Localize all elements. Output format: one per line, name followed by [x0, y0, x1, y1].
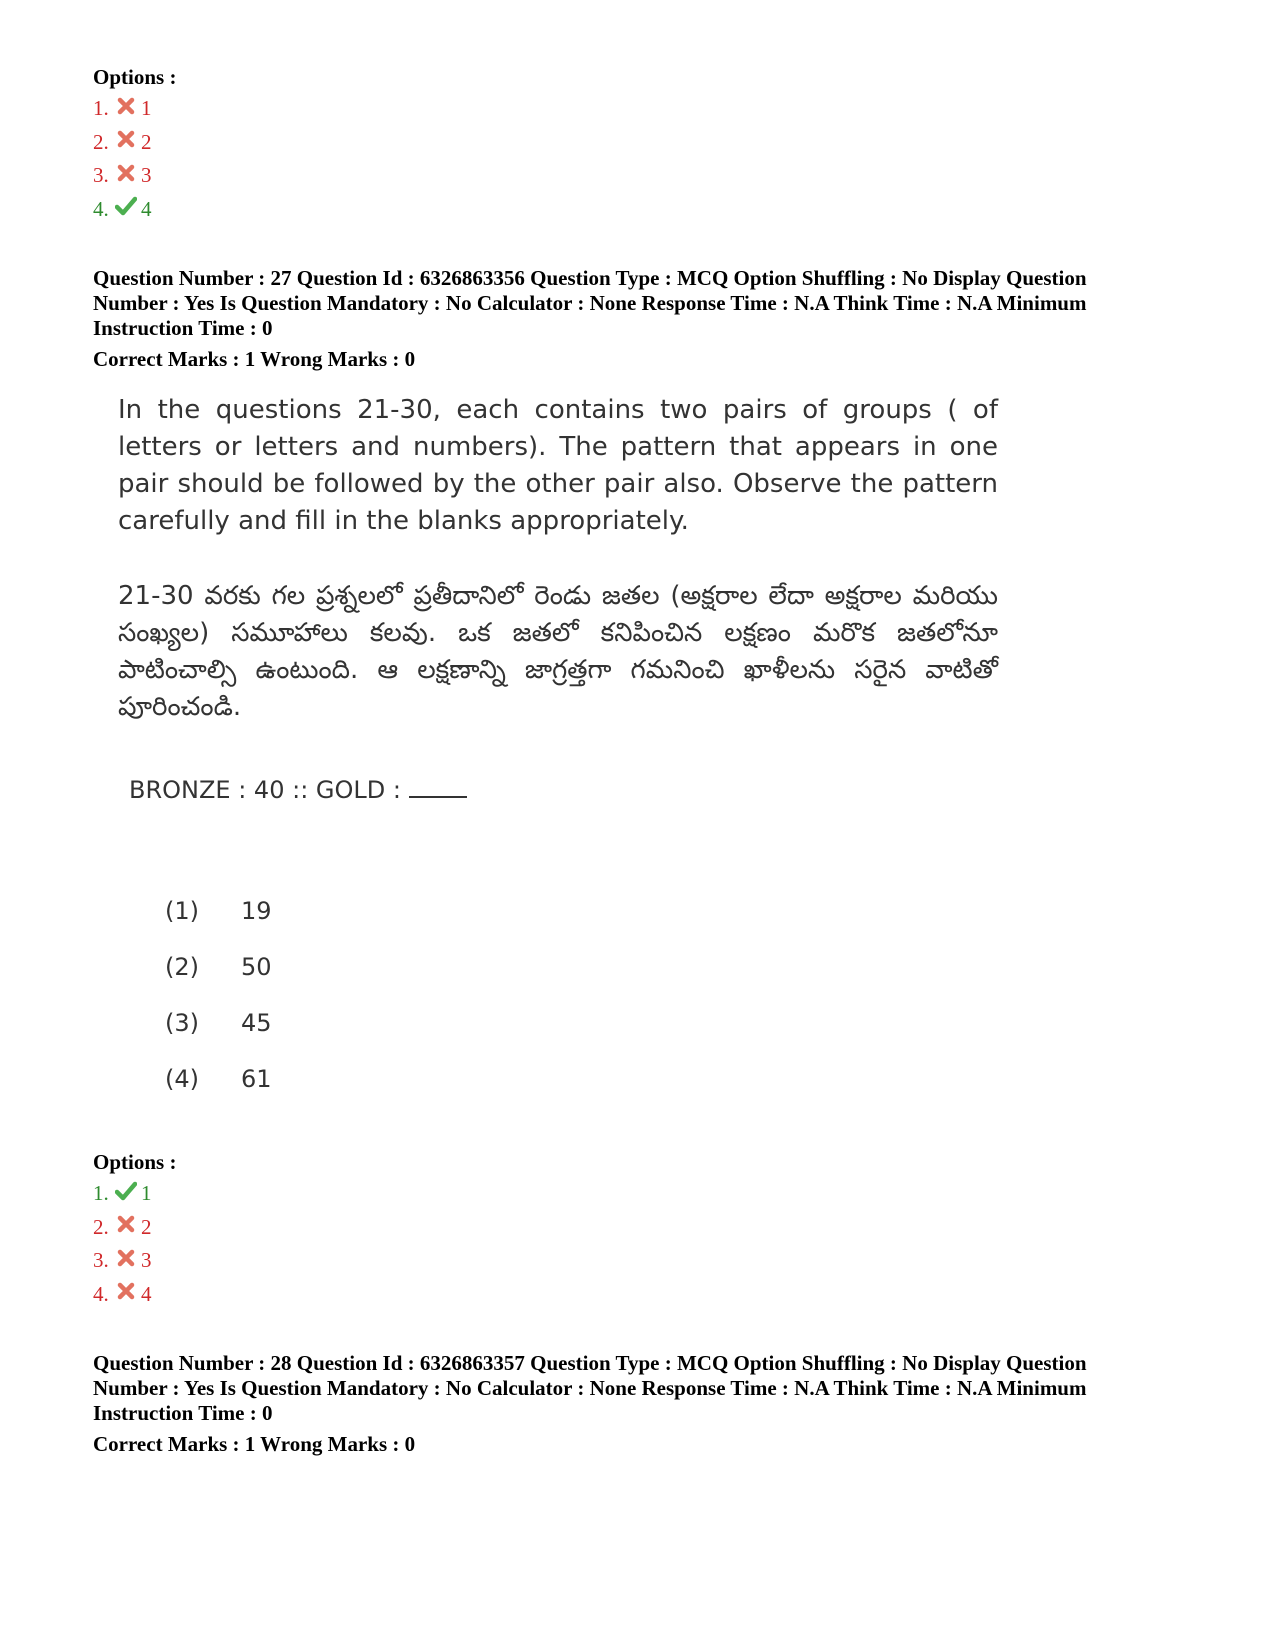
- question-expression: [129, 774, 1193, 805]
- option-label: 1: [141, 96, 152, 120]
- option-item: [93, 1211, 1193, 1245]
- option-item: [93, 92, 1193, 126]
- check-icon: [115, 194, 137, 216]
- option-number: 4.: [93, 196, 109, 221]
- option-number: 3.: [93, 1248, 109, 1272]
- option-item: [93, 1177, 1193, 1211]
- expression-text: BRONZE : 40 :: GOLD :: [129, 776, 401, 804]
- choice-value: 50: [241, 953, 272, 981]
- option-label: 1: [141, 1181, 152, 1205]
- document-page: [93, 62, 1193, 1457]
- choice-number: (1): [165, 897, 199, 925]
- option-label: 3: [141, 163, 152, 187]
- options-list: [93, 1177, 1193, 1311]
- choice-item: [165, 883, 1193, 939]
- option-number: 2.: [93, 1214, 109, 1239]
- option-number: 4.: [93, 1281, 109, 1306]
- instruction-english: In the questions 21-30, each contains two pairs of groups ( of letters or letters and numbers). The pattern that appears in one pair should be followed by the other pair also. Observe the pattern carefully and fill in the blanks appropriately.: [118, 395, 998, 536]
- check-icon: [115, 1179, 137, 1201]
- option-item: [93, 126, 1193, 160]
- choice-item: [165, 1051, 1193, 1107]
- options-list: [93, 92, 1193, 226]
- answer-blank: [409, 774, 467, 798]
- question-marks: Correct Marks : 1 Wrong Marks : 0: [93, 1432, 416, 1456]
- option-label: 2: [141, 1214, 152, 1239]
- question-meta-line: Question Number : 28 Question Id : 6326863357 Question Type : MCQ Option Shuffling : No Display Question: [93, 1351, 1087, 1375]
- instruction-telugu: 21-30 వరకు గల ప్రశ్నలలో ప్రతీదానిలో రెండు జతల (అక్షరాల లేదా అక్షరాల మరియు సంఖ్యల) సమూహాలు కలవు. ఒక జతలో కనిపించిన లక్షణం మరొక జతలోనూ పాటించాల్సి ఉంటుంది. ఆ లక్షణాన్ని జాగ్రత్తగా గమనించి ఖాళీలను సరైన వాటితో పూరించండి.: [118, 581, 998, 722]
- option-item: [93, 159, 1193, 193]
- question-body: [93, 392, 1193, 1107]
- choice-value: 61: [241, 1065, 272, 1093]
- option-item: [93, 1244, 1193, 1278]
- cross-icon: [115, 161, 137, 183]
- question-choices: [165, 883, 1193, 1107]
- option-number: 1.: [93, 1181, 109, 1205]
- cross-icon: [115, 127, 137, 149]
- option-number: 1.: [93, 96, 109, 120]
- option-label: 2: [141, 129, 152, 154]
- option-label: 4: [141, 1281, 152, 1306]
- cross-icon: [115, 94, 137, 116]
- question-27-options: [93, 1147, 1193, 1311]
- option-label: 3: [141, 1248, 152, 1272]
- option-label: 4: [141, 196, 152, 221]
- question-meta-line: Number : Yes Is Question Mandatory : No Calculator : None Response Time : N.A Think Time : N.A Minimum: [93, 1376, 1087, 1400]
- choice-number: (4): [165, 1065, 199, 1093]
- question-28: [93, 1351, 1193, 1457]
- choice-number: (2): [165, 953, 199, 981]
- question-marks: Correct Marks : 1 Wrong Marks : 0: [93, 347, 416, 371]
- option-number: 3.: [93, 163, 109, 187]
- choice-value: 45: [241, 1009, 272, 1037]
- options-title: Options :: [93, 1150, 177, 1174]
- cross-icon: [115, 1246, 137, 1268]
- choice-number: (3): [165, 1009, 199, 1037]
- previous-question-options: [93, 62, 1193, 226]
- cross-icon: [115, 1279, 137, 1301]
- question-meta-line: Instruction Time : 0: [93, 316, 273, 340]
- choice-item: [165, 995, 1193, 1051]
- option-item: [93, 193, 1193, 227]
- question-meta-line: Instruction Time : 0: [93, 1401, 273, 1425]
- choice-value: 19: [241, 897, 272, 925]
- options-title: Options :: [93, 65, 177, 89]
- cross-icon: [115, 1212, 137, 1234]
- option-number: 2.: [93, 129, 109, 154]
- question-meta-line: Number : Yes Is Question Mandatory : No Calculator : None Response Time : N.A Think Time : N.A Minimum: [93, 291, 1087, 315]
- choice-item: [165, 939, 1193, 995]
- question-meta-line: Question Number : 27 Question Id : 6326863356 Question Type : MCQ Option Shuffling : No Display Question: [93, 266, 1087, 290]
- option-item: [93, 1278, 1193, 1312]
- question-27: [93, 266, 1193, 1311]
